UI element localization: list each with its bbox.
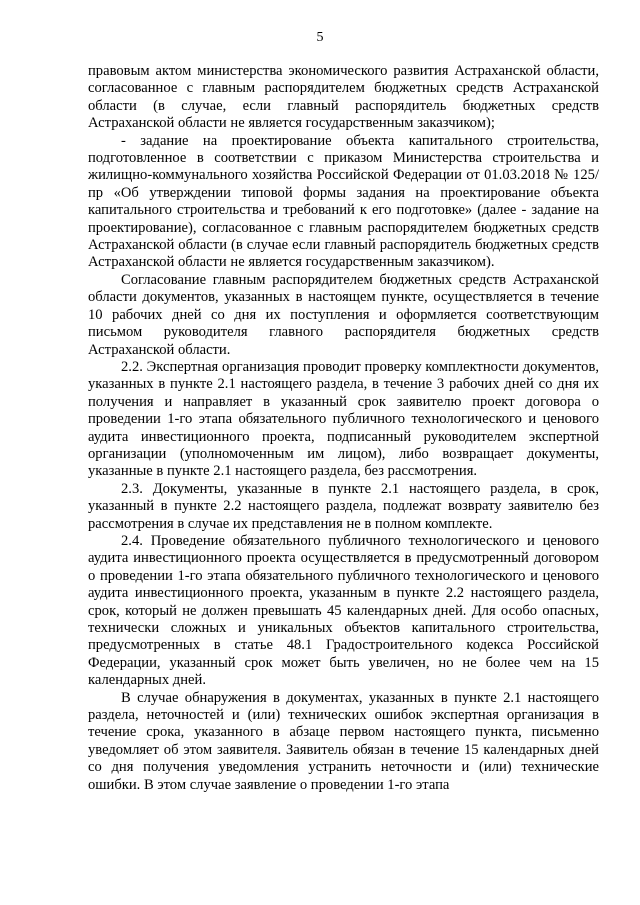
paragraph-2-2: 2.2. Экспертная организация проводит проверку комплектности документов, указанных в пункте 2.1 настоящего раздела, в течение 3 рабочих дней со дня их получения и направляет в указанный срок заявителю проект договора о проведении 1-го этапа обязательного публичного технологического и ценового аудита инвестиционного проекта, подписанный руководителем экспертной организации (уполномоченным им лицом), либо возвращает документы, указанные в пункте 2.1 настоящего раздела, без рассмотрения.	[88, 358, 599, 480]
page-number: 5	[316, 30, 324, 45]
paragraph-2-3: 2.3. Документы, указанные в пункте 2.1 настоящего раздела, в срок, указанный в пункте 2.2 настоящего раздела, подлежат возврату заявителю без рассмотрения в случае их представления не в полном комплекте.	[88, 480, 599, 532]
paragraph-design-assignment: - задание на проектирование объекта капитального строительства, подготовленное в соответствии с приказом Министерства строительства и жилищно-коммунального хозяйства Российской Федерации от 01.03.2018 № 125/пр «Об утверждении типовой формы задания на проектирование объекта капитального строительства и требований к его подготовке» (далее - задание на проектирование), согласованное с главным распорядителем бюджетных средств Астраханской области (в случае если главный распорядитель бюджетных средств Астраханской области не является государственным заказчиком).	[88, 132, 599, 271]
paragraph-continuation: правовым актом министерства экономического развития Астраханской области, согласованное с главным распорядителем бюджетных средств Астраханской области (в случае, если главный распорядитель бюджетных средств Астраханской области не является государственным заказчиком);	[88, 63, 599, 132]
paragraph-errors: В случае обнаружения в документах, указанных в пункте 2.1 настоящего раздела, неточностей и (или) технических ошибок экспертная организация в течение срока, указанного в абзаце первом настоящего пункта, письменно уведомляет об этом заявителя. Заявитель обязан в течение 15 календарных дней со дня получения уведомления устранить неточности и (или) технические ошибки. В этом случае заявление о проведении 1-го этапа	[88, 689, 599, 793]
paragraph-2-4: 2.4. Проведение обязательного публичного технологического и ценового аудита инвестиционного проекта осуществляется в предусмотренный договором о проведении 1-го этапа обязательного публичного технологического и ценового аудита инвестиционного проекта, указанным в пункте 2.2 настоящего раздела, срок, который не должен превышать 45 календарных дней. Для особо опасных, технически сложных и уникальных объектов капитального строительства, предусмотренных в статье 48.1 Градостроительного кодекса Российской Федерации, указанный срок может быть увеличен, но не более чем на 15 календарных дней.	[88, 532, 599, 689]
document-body	[88, 63, 599, 793]
paragraph-approval: Согласование главным распорядителем бюджетных средств Астраханской области документов, указанных в настоящем пункте, осуществляется в течение 10 рабочих дней со дня их поступления и оформляется соответствующим письмом руководителя главного распорядителя бюджетных средств Астраханской области.	[88, 271, 599, 358]
